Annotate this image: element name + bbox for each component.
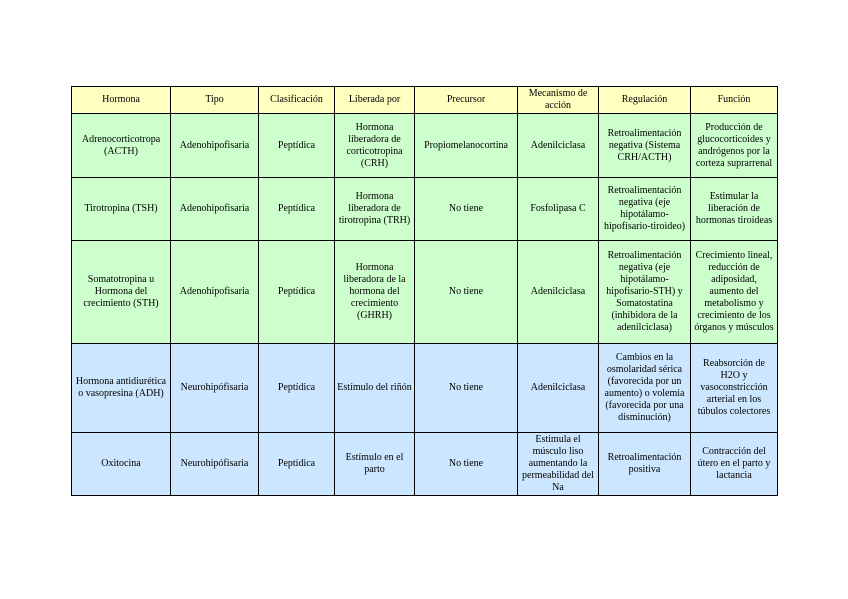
- cell-liberada-por: Estímulo en el parto: [335, 433, 415, 496]
- cell-tipo: Adenohipofisaria: [171, 114, 259, 178]
- header-clasificacion: Clasificación: [259, 87, 335, 114]
- cell-liberada-por: Hormona liberadora de corticotropina (CRH): [335, 114, 415, 178]
- table-row-adh: [72, 344, 778, 433]
- cell-mecanismo: Adenilciclasa: [518, 114, 599, 178]
- cell-funcion: Estimular la liberación de hormonas tiroideas: [691, 178, 778, 241]
- cell-clasificacion: Peptídica: [259, 114, 335, 178]
- cell-liberada-por: Hormona liberadora de tirotropina (TRH): [335, 178, 415, 241]
- cell-clasificacion: Peptídica: [259, 178, 335, 241]
- cell-tipo: Neurohipófisaria: [171, 344, 259, 433]
- cell-precursor: No tiene: [415, 344, 518, 433]
- cell-tipo: Adenohipofisaria: [171, 241, 259, 344]
- header-row: [72, 87, 778, 114]
- cell-funcion: Producción de glucocorticoides y andrógenos por la corteza suprarrenal: [691, 114, 778, 178]
- header-funcion: Función: [691, 87, 778, 114]
- cell-liberada-por: Hormona liberadora de la hormona del crecimiento (GHRH): [335, 241, 415, 344]
- cell-regulacion: Cambios en la osmolaridad sérica (favorecida por un aumento) o volemia (favorecida por una disminución): [599, 344, 691, 433]
- cell-liberada-por: Estímulo del riñón: [335, 344, 415, 433]
- cell-hormona: Tirotropina (TSH): [72, 178, 171, 241]
- cell-precursor: No tiene: [415, 433, 518, 496]
- cell-regulacion: Retroalimentación negativa (Sistema CRH/ACTH): [599, 114, 691, 178]
- cell-precursor: No tiene: [415, 241, 518, 344]
- header-hormona: Hormona: [72, 87, 171, 114]
- cell-clasificacion: Peptídica: [259, 344, 335, 433]
- cell-hormona: Somatotropina u Hormona del crecimiento (STH): [72, 241, 171, 344]
- cell-mecanismo: Estimula el músculo liso aumentando la permeabilidad del Na: [518, 433, 599, 496]
- cell-funcion: Reabsorción de H2O y vasoconstricción arterial en los túbulos colectores: [691, 344, 778, 433]
- cell-mecanismo: Adenilciclasa: [518, 241, 599, 344]
- table-row-sth: [72, 241, 778, 344]
- header-mecanismo: Mecanismo de acción: [518, 87, 599, 114]
- header-liberada-por: Liberada por: [335, 87, 415, 114]
- cell-precursor: No tiene: [415, 178, 518, 241]
- cell-regulacion: Retroalimentación positiva: [599, 433, 691, 496]
- cell-hormona: Adrenocorticotropa (ACTH): [72, 114, 171, 178]
- cell-tipo: Adenohipofisaria: [171, 178, 259, 241]
- header-precursor: Precursor: [415, 87, 518, 114]
- cell-precursor: Propiomelanocortina: [415, 114, 518, 178]
- table-row-acth: [72, 114, 778, 178]
- header-regulacion: Regulación: [599, 87, 691, 114]
- cell-hormona: Hormona antidiurética o vasopresina (ADH): [72, 344, 171, 433]
- cell-regulacion: Retroalimentación negativa (eje hipotálamo-hipofisario-STH) y Somatostatina (inhibidora de la adenilciclasa): [599, 241, 691, 344]
- cell-mecanismo: Adenilciclasa: [518, 344, 599, 433]
- cell-tipo: Neurohipófisaria: [171, 433, 259, 496]
- cell-clasificacion: Peptídica: [259, 433, 335, 496]
- table-row-tsh: [72, 178, 778, 241]
- table-row-oxitocina: [72, 433, 778, 496]
- header-tipo: Tipo: [171, 87, 259, 114]
- hormone-table: [71, 86, 778, 496]
- cell-clasificacion: Peptídica: [259, 241, 335, 344]
- cell-funcion: Contracción del útero en el parto y lactancia: [691, 433, 778, 496]
- cell-hormona: Oxitocina: [72, 433, 171, 496]
- cell-funcion: Crecimiento lineal, reducción de adiposidad, aumento del metabolismo y crecimiento de los órganos y músculos: [691, 241, 778, 344]
- cell-mecanismo: Fosfolipasa C: [518, 178, 599, 241]
- cell-regulacion: Retroalimentación negativa (eje hipotálamo-hipofisario-tiroideo): [599, 178, 691, 241]
